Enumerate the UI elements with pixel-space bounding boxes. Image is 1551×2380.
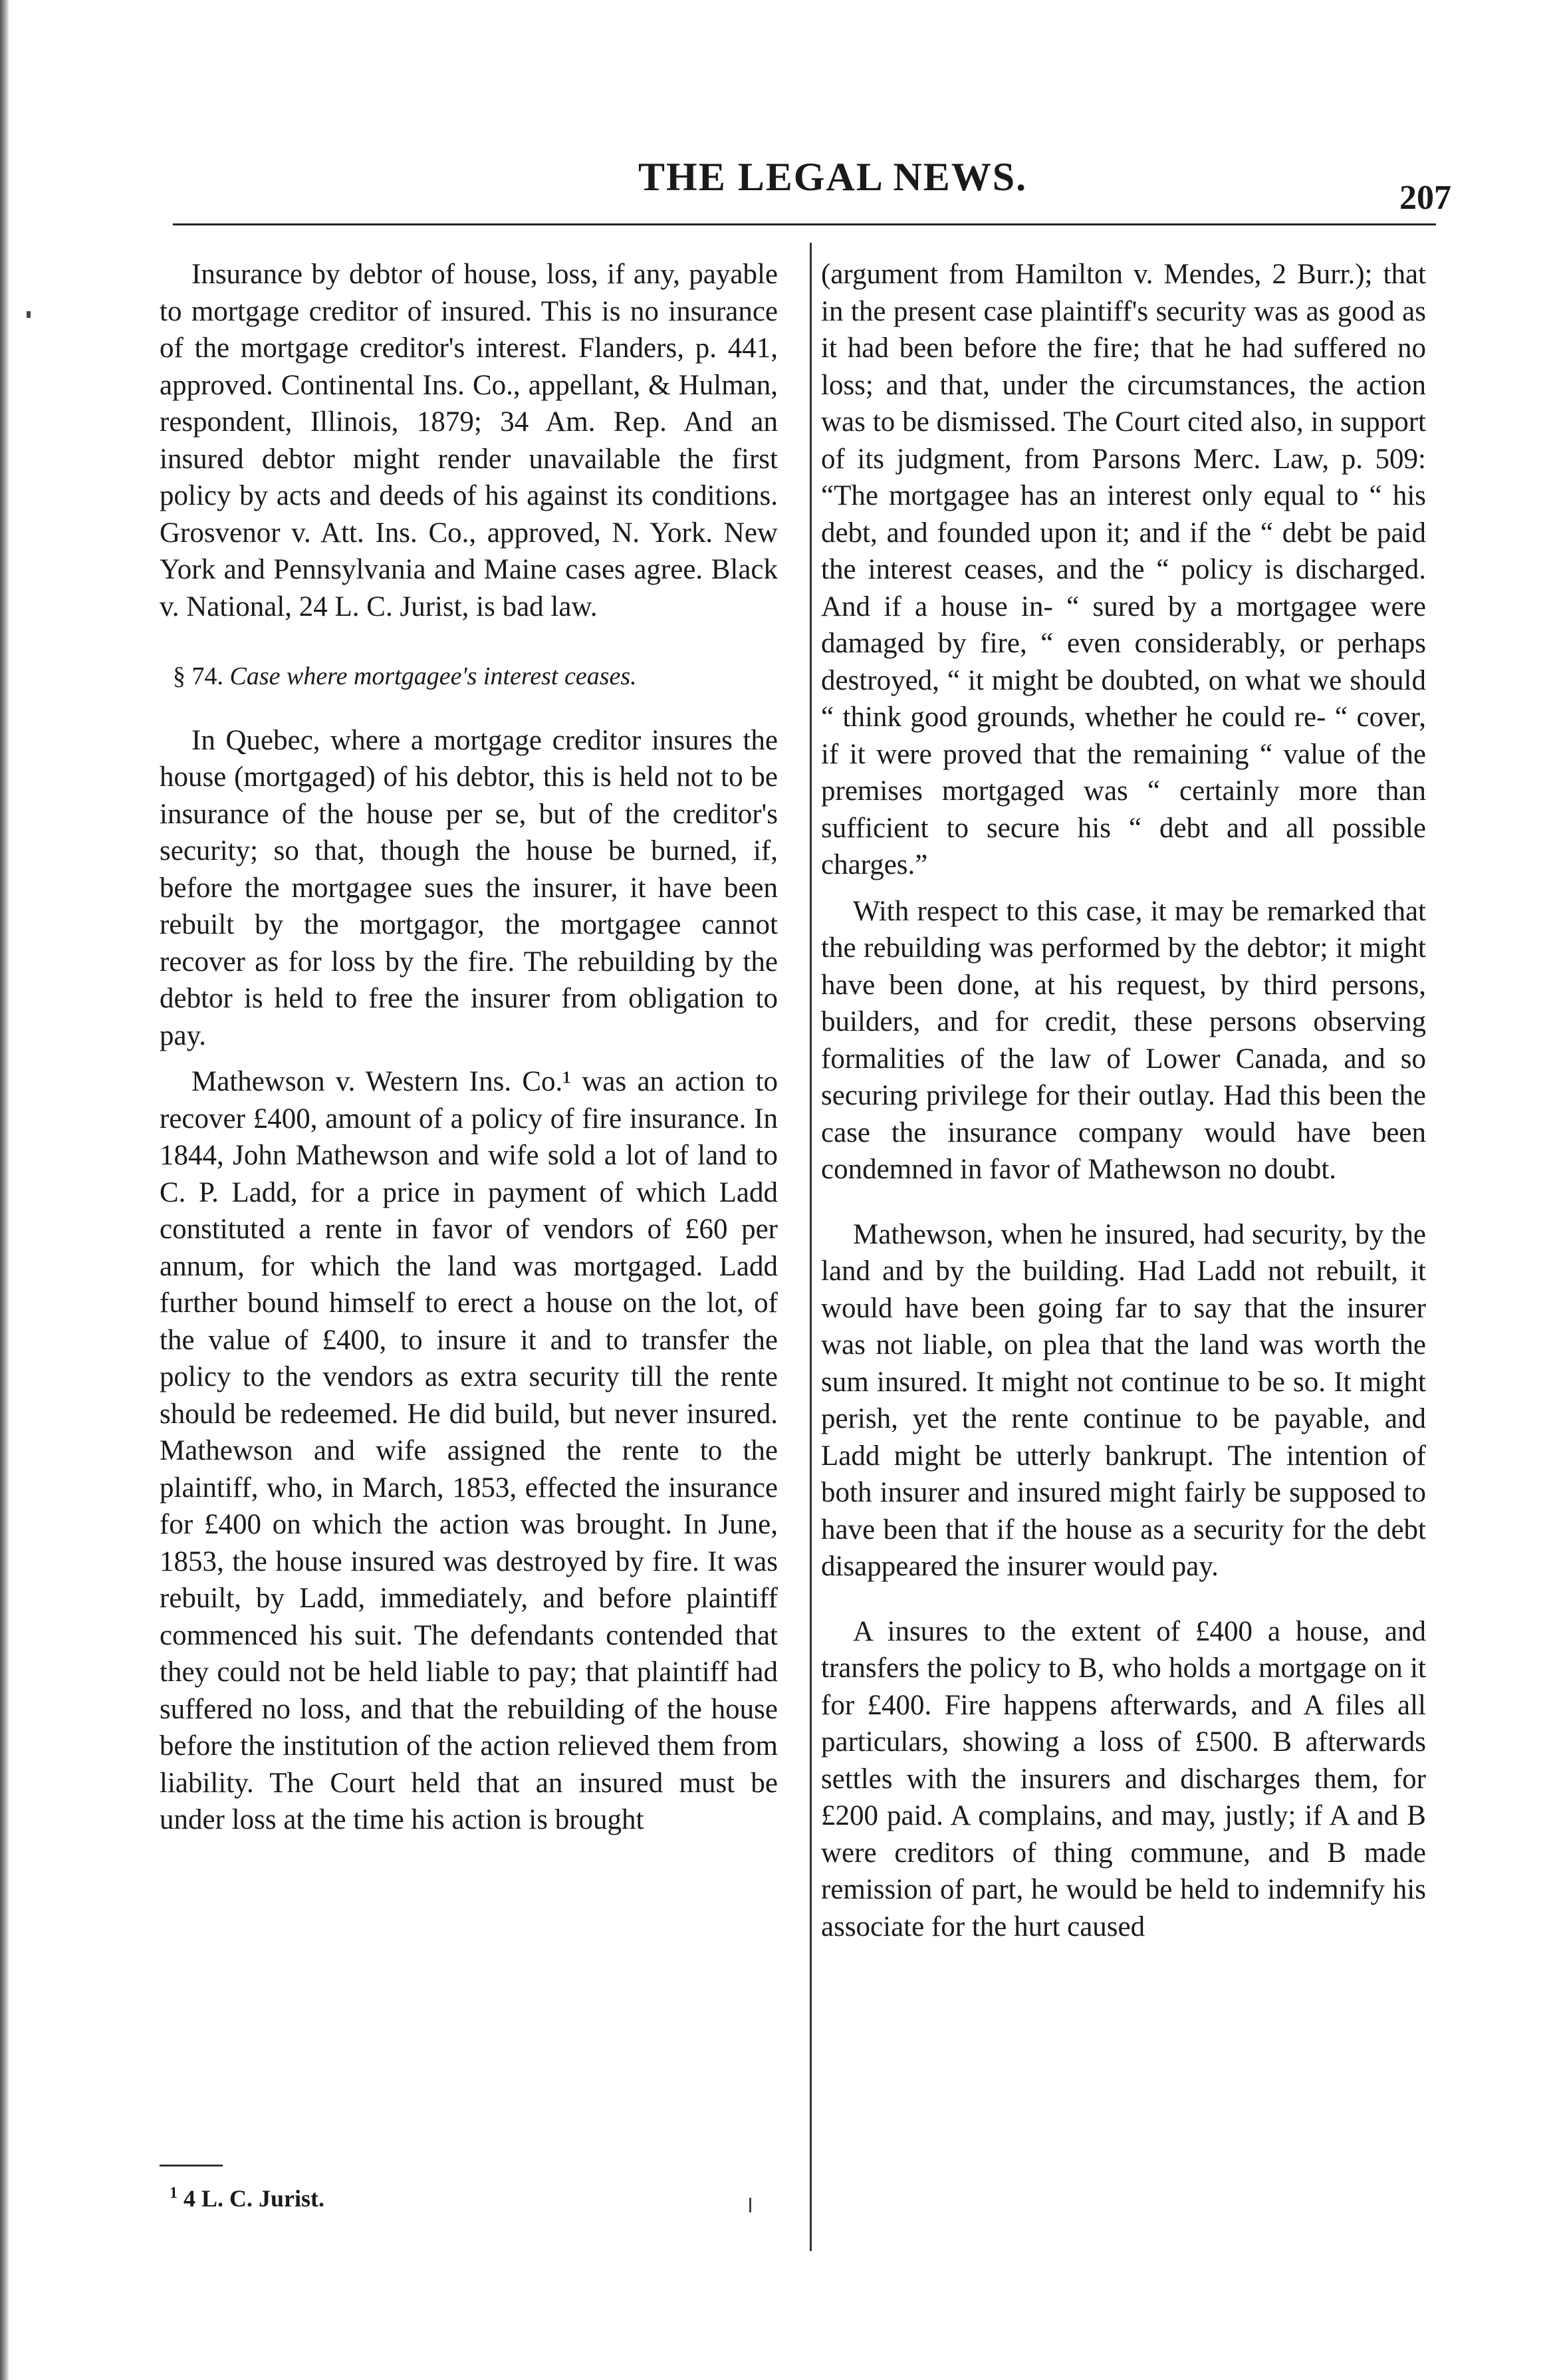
- paragraph-mathewson-case: Mathewson v. Western Ins. Co.¹ was an action to recover £400, amount of a policy of fire insurance. In 1844, John Mathewson and wife sold a lot of land to C. P. Ladd, for a price in payment of which Ladd constituted a rente in favor of vendors of £60 per annum, for which the land was mortgaged. Ladd further bound himself to erect a house on the lot, of the value of £400, to insure it and to transfer the policy to the vendors as extra security till the rente should be redeemed. He did build, but never insured. Mathewson and wife assigned the rente to the plaintiff, who, in March, 1853, effected the insurance for £400 on which the action was brought. In June, 1853, the house insured was destroyed by fire. It was rebuilt, by Ladd, immediately, and before plaintiff commenced his suit. The defendants contended that they could not be held liable to pay; that plaintiff had suffered no loss, and that the rebuilding of the house before the institution of the action relieved them from liability. The Court held that an insured must be under loss at the time his action is brought: [160, 1066, 778, 1835]
- paragraph-quebec: In Quebec, where a mortgage creditor insures the house (mortgaged) of his debtor, this is held not to be insurance of the house per se, but of the creditor's security; so that, though the house be burned, if, before the mortgagee sues the insurer, it have been rebuilt by the mortgagor, the mortgagee cannot recover as for loss by the fire. The rebuilding by the debtor is held to free the insurer from obligation to pay.: [160, 724, 778, 1051]
- footnote-rule: [160, 2165, 223, 2167]
- running-title: THE LEGAL NEWS.: [638, 155, 1028, 199]
- paragraph-mathewson-security: Mathewson, when he insured, had security, by the land and by the building. Had Ladd not rebuilt, it would have been going far to say that the insurer was not liable, on plea that the land was worth the sum insured. It might not continue to be so. It might perish, yet the rente continue to be payable, and Ladd might be utterly bankrupt. The intention of both insurer and insured might fairly be supposed to have been that if the house as a security for the debt disappeared the insurer would pay.: [821, 1218, 1426, 1582]
- print-mark: [749, 2198, 751, 2212]
- left-column: [160, 256, 778, 1848]
- paragraph-a-insures: A insures to the extent of £400 a house, and transfers the policy to B, who holds a mortgage on it for £400. Fire happens afterwards, and A files all particulars, showing a loss of £500. B afterwards settles with the insurers and discharges them, for £200 paid. A complains, and may, justly; if A and B were creditors of thing commune, and B made remission of part, he would be held to indemnify his associate for the hurt caused: [821, 1615, 1426, 1942]
- paragraph-argument-continued: (argument from Hamilton v. Mendes, 2 Burr.); that in the present case plaintiff's security was as good as it had been before the fire; that he had suffered no loss; and that, under the circumstances, the action was to be dismissed. The Court cited also, in support of its judgment, from Parsons Merc. Law, p. 509: “The mortgagee has an interest only equal to “ his debt, and founded upon it; and if the “ debt be paid the interest ceases, and the “ policy is discharged. And if a house in- “ sured by a mortgagee were damaged by fire, “ even considerably, or perhaps destroyed, “ it might be doubted, on what we should “ think good grounds, whether he could re- “ cover, if it were proved that the remaining “ value of the premises mortgaged was “ certainly more than sufficient to secure his “ debt and all possible charges.”: [821, 259, 1426, 880]
- footnote-marker: 1: [170, 2184, 178, 2202]
- column-divider: [810, 243, 812, 2251]
- header-rule: [173, 223, 1436, 225]
- section-number: § 74.: [173, 662, 223, 690]
- binding-edge: [0, 0, 9, 2380]
- footnote: [170, 2184, 324, 2212]
- section-heading: [160, 658, 778, 696]
- section-title: Case where mortgagee's interest ceases.: [229, 662, 637, 690]
- paragraph-remark: With respect to this case, it may be remarked that the rebuilding was performed by the debtor; it might have been done, at his request, by third persons, builders, and for credit, these persons observing formalities of the law of Lower Canada, and so securing privilege for their outlay. Had this been the case the insurance company would have been condemned in favor of Mathewson no doubt.: [821, 895, 1426, 1185]
- right-column: [821, 256, 1426, 1954]
- margin-mark: [27, 311, 31, 318]
- paragraph-insurance-by-debtor: Insurance by debtor of house, loss, if any, payable to mortgage creditor of insured. This is no insurance of the mortgage creditor's interest. Flanders, p. 441, approved. Continental Ins. Co., appellant, & Hulman, respondent, Illinois, 1879; 34 Am. Rep. And an insured debtor might render unavailable the first policy by acts and deeds of his against its conditions. Grosvenor v. Att. Ins. Co., approved, N. York. New York and Pennsylvania and Maine cases agree. Black v. National, 24 L. C. Jurist, is bad law.: [160, 259, 778, 622]
- page-number: 207: [1399, 179, 1451, 217]
- footnote-text: 4 L. C. Jurist.: [178, 2185, 325, 2212]
